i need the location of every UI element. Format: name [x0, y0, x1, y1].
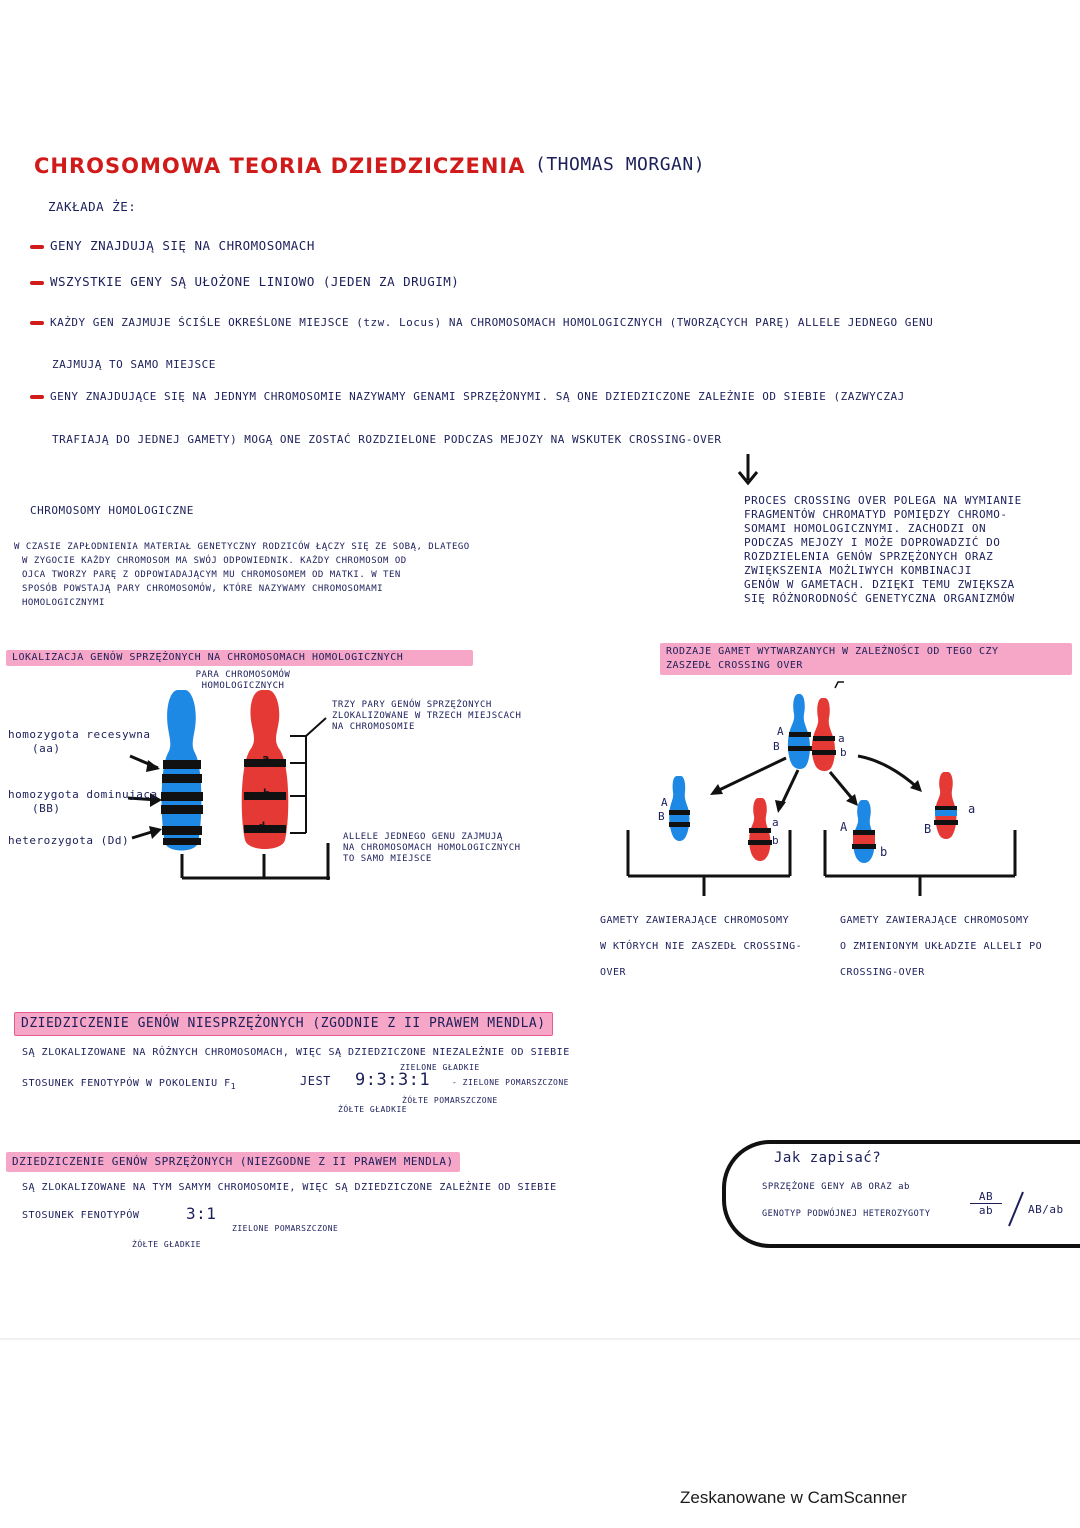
- unlinked-heading: DZIEDZICZENIE GENÓW NIESPRZĘŻONYCH (ZGODNIE Z II PRAWEM MENDLA): [14, 1012, 553, 1036]
- gametes-heading: [660, 643, 1072, 675]
- assumption-4: [30, 390, 1075, 404]
- caption-line: GAMETY ZAWIERAJĄCE CHROMOSOMY: [600, 915, 790, 926]
- caption-line: GAMETY ZAWIERAJĄCE CHROMOSOMY: [840, 915, 1030, 926]
- homologous-heading: CHROMOSOMY HOMOLOGICZNE: [30, 504, 194, 517]
- text-line: HOMOLOGICZNYMI: [22, 598, 105, 608]
- gamete3-label-b: b: [880, 845, 888, 859]
- allele-a-label: a: [262, 752, 270, 766]
- heading-line: ZASZEDŁ CROSSING OVER: [666, 660, 803, 671]
- heterozygote-label: heterozygota (Dd): [8, 834, 130, 847]
- label-line: homozygota recesywna: [8, 728, 151, 741]
- parent-label-b: b: [840, 746, 848, 759]
- text-line: SPOSÓB POWSTAJĄ PARY CHROMOSOMÓW, KTÓRE NAZYWAMY CHROMOSOMAMI: [22, 584, 384, 594]
- gametes-right-caption: [840, 908, 1042, 986]
- homo-dominant-label: [8, 788, 158, 816]
- text-line: W CZASIE ZAPŁODNIENIA MATERIAŁ GENETYCZNY RODZICÓW ŁĄCZY SIĘ ZE SOBĄ, DLATEGO: [14, 542, 470, 552]
- intro: ZAKŁADA ŻE:: [48, 199, 137, 214]
- label-line: (BB): [32, 802, 61, 815]
- note-line: GENÓW W GAMETACH. DZIĘKI TEMU ZWIĘKSZA: [744, 578, 1015, 591]
- three-pairs-note: [332, 700, 521, 733]
- linked-line1: SĄ ZLOKALIZOWANE NA TYM SAMYM CHROMOSOMIE, WIĘC SĄ DZIEDZICZONE ZALEŻNIE OD SIEBIE: [22, 1182, 557, 1193]
- gamete1-label-A: A: [661, 796, 669, 809]
- author: (THOMAS MORGAN): [535, 154, 706, 175]
- gametes-left-caption: [600, 908, 802, 986]
- arrow-down-icon: [736, 452, 760, 486]
- linked-ann-bottom: ŻÓŁTE GŁADKIE: [132, 1240, 202, 1249]
- unlinked-ratio: 9:3:3:1: [355, 1070, 431, 1090]
- gamete2-label-b: b: [772, 834, 780, 847]
- caption-line: O ZMIENIONYM UKŁADZIE ALLELI PO: [840, 941, 1043, 952]
- bullet-icon: [30, 281, 44, 285]
- parent-blue-chromosome: [788, 694, 810, 769]
- unlinked-line2: [22, 1078, 236, 1092]
- note-line: ROZDZIELENIA GENÓW SPRZĘŻONYCH ORAZ: [744, 550, 994, 563]
- gamete3-label-A: A: [840, 820, 848, 834]
- assumption-text: KAŻDY GEN ZAJMUJE ŚCIŚLE OKREŚLONE MIEJSCE (tzw. Locus) NA CHROMOSOMACH HOMOLOGICZNYCH (TWORZĄCYCH PARĘ) ALLELE JEDNEGO GENU: [50, 316, 934, 329]
- note-line: SOMAMI HOMOLOGICZNYMI. ZACHODZI ON: [744, 522, 987, 535]
- bubble-title: Jak zapisać?: [774, 1150, 882, 1166]
- assumption-text: GENY ZNAJDUJĄCE SIĘ NA JEDNYM CHROMOSOMIE NAZYWAMY GENAMI SPRZĘŻONYMI. SĄ ONE DZIEDZICZONE ZALEŻNIE OD SIEBIE (ZAZWYCZAJ: [50, 390, 905, 403]
- fraction-numerator: AB: [970, 1190, 1002, 1204]
- assumption-text: GENY ZNAJDUJĄ SIĘ NA CHROMOSOMACH: [50, 238, 315, 253]
- gametes-diagram: [600, 680, 1040, 905]
- gamete4-label-a: a: [968, 802, 976, 816]
- parent-label-a: a: [838, 732, 846, 745]
- assumption-text: WSZYSTKIE GENY SĄ UŁOŻONE LINIOWO (JEDEN ZA DRUGIM): [50, 274, 460, 289]
- assumption-2: [30, 274, 459, 290]
- localization-heading: LOKALIZACJA GENÓW SPRZĘŻONYCH NA CHROMOSOMACH HOMOLOGICZNYCH: [6, 650, 473, 666]
- allele-d-label: d: [258, 820, 266, 834]
- gamete1-label-B: B: [658, 810, 666, 823]
- gamete2-label-a: a: [772, 816, 780, 829]
- unlinked-jest: JEST: [300, 1074, 331, 1088]
- note-line: ALLELE JEDNEGO GENU ZAJMUJĄ: [343, 832, 503, 842]
- linked-ratio: 3:1: [186, 1204, 217, 1223]
- scan-edge: [0, 1338, 1080, 1340]
- label-line: (aa): [32, 742, 61, 755]
- bullet-icon: [30, 245, 44, 249]
- note-line: TRZY PARY GENÓW SPRZĘŻONYCH: [332, 700, 492, 710]
- ratio-intro: STOSUNEK FENOTYPÓW W POKOLENIU F: [22, 1078, 231, 1089]
- fraction-denominator: ab: [978, 1204, 994, 1217]
- unlinked-line1: SĄ ZLOKALIZOWANE NA RÓŻNYCH CHROMOSOMACH, WIĘC SĄ DZIEDZICZONE NIEZALEŻNIE OD SIEBIE: [22, 1047, 570, 1058]
- crossing-over-note: [744, 494, 1074, 606]
- bubble-line2: GENOTYP PODWÓJNEJ HETEROZYGOTY: [762, 1209, 931, 1219]
- allele-b-label: b: [263, 787, 271, 801]
- caption-line: CROSSING-OVER: [840, 967, 925, 978]
- note-line: NA CHROMOSOMACH HOMOLOGICZNYCH: [343, 843, 521, 853]
- note-line: ZWIĘKSZENIA MOŻLIWYCH KOMBINACJI: [744, 564, 972, 577]
- pair-label-line: HOMOLOGICZNYCH: [201, 681, 285, 691]
- unlinked-ann-right: - ZIELONE POMARSZCZONE: [452, 1078, 569, 1087]
- gamete4-label-B: B: [924, 822, 932, 836]
- assumption-3: [30, 316, 1070, 330]
- heading-line: RODZAJE GAMET WYTWARZANYCH W ZALEŻNOŚCI OD TEGO CZY: [666, 646, 999, 657]
- text-line: OJCA TWORZY PARĘ Z ODPOWIADAJĄCYM MU CHROMOSOMEM OD MATKI. W TEN: [22, 570, 401, 580]
- note-line: FRAGMENTÓW CHROMATYD POMIĘDZY CHROMO-: [744, 508, 1008, 521]
- bullet-icon: [30, 321, 44, 325]
- bullet-icon: [30, 395, 44, 399]
- pair-label: [168, 670, 318, 692]
- note-line: ZLOKALIZOWANE W TRZECH MIEJSCACH: [332, 711, 522, 721]
- caption-line: OVER: [600, 967, 627, 978]
- bubble-slash-form: AB/ab: [1028, 1203, 1064, 1216]
- footer-text: Zeskanowane w CamScanner: [680, 1488, 907, 1507]
- note-line: SIĘ RÓŻNORODNOŚĆ GENETYCZNA ORGANIZMÓW: [744, 592, 1015, 605]
- homo-recessive-label: [8, 728, 150, 756]
- generation-subscript: 1: [230, 1081, 237, 1091]
- homologous-text: [14, 540, 574, 610]
- unlinked-ann-bottom-right: ŻÓŁTE POMARSZCZONE: [402, 1096, 498, 1105]
- assumption-4-cont: TRAFIAJĄ DO JEDNEJ GAMETY) MOGĄ ONE ZOSTAĆ ROZDZIELONE PODCZAS MEJOZY NA WSKUTEK CROSSING-OVER: [52, 433, 722, 446]
- note-line: PODCZAS MEJOZY I MOŻE DOPROWADZIĆ DO: [744, 536, 1001, 549]
- note-line: NA CHROMOSOMIE: [332, 722, 415, 732]
- parent-label-A: A: [777, 725, 785, 738]
- note-line: TO SAMO MIEJSCE: [343, 854, 432, 864]
- linked-ann-right: ZIELONE POMARSZCZONE: [232, 1224, 339, 1233]
- pair-label-line: PARA CHROMOSOMÓW: [195, 670, 291, 680]
- bubble-line1: SPRZĘŻONE GENY AB ORAZ ab: [762, 1182, 910, 1192]
- allele-note: [343, 832, 521, 865]
- label-line: homozygota dominująca: [8, 788, 158, 801]
- linked-heading: DZIEDZICZENIE GENÓW SPRZĘŻONYCH (NIEZGODNE Z II PRAWEM MENDLA): [6, 1152, 460, 1172]
- unlinked-ann-bottom: ŻÓŁTE GŁADKIE: [338, 1105, 408, 1114]
- slash-icon: [1006, 1190, 1026, 1228]
- unlinked-ann-top: ZIELONE GŁADKIE: [400, 1063, 480, 1072]
- page-title: CHROSOMOWA TEORIA DZIEDZICZENIA: [34, 154, 526, 178]
- homologous-chromosomes-diagram: [0, 668, 340, 888]
- assumption-3-cont: ZAJMUJĄ TO SAMO MIEJSCE: [52, 358, 216, 371]
- bubble-fraction: [970, 1190, 1002, 1217]
- text-line: W ZYGOCIE KAŻDY CHROMOSOM MA SWÓJ ODPOWIEDNIK. KAŻDY CHROMOSOM OD: [22, 556, 407, 566]
- linked-line2: STOSUNEK FENOTYPÓW: [22, 1210, 140, 1221]
- caption-line: W KTÓRYCH NIE ZASZEDŁ CROSSING-: [600, 941, 803, 952]
- parent-label-B: B: [773, 740, 781, 753]
- parent-red-chromosome: [812, 698, 835, 771]
- assumption-1: [30, 238, 315, 254]
- note-line: PROCES CROSSING OVER POLEGA NA WYMIANIE: [744, 494, 1022, 507]
